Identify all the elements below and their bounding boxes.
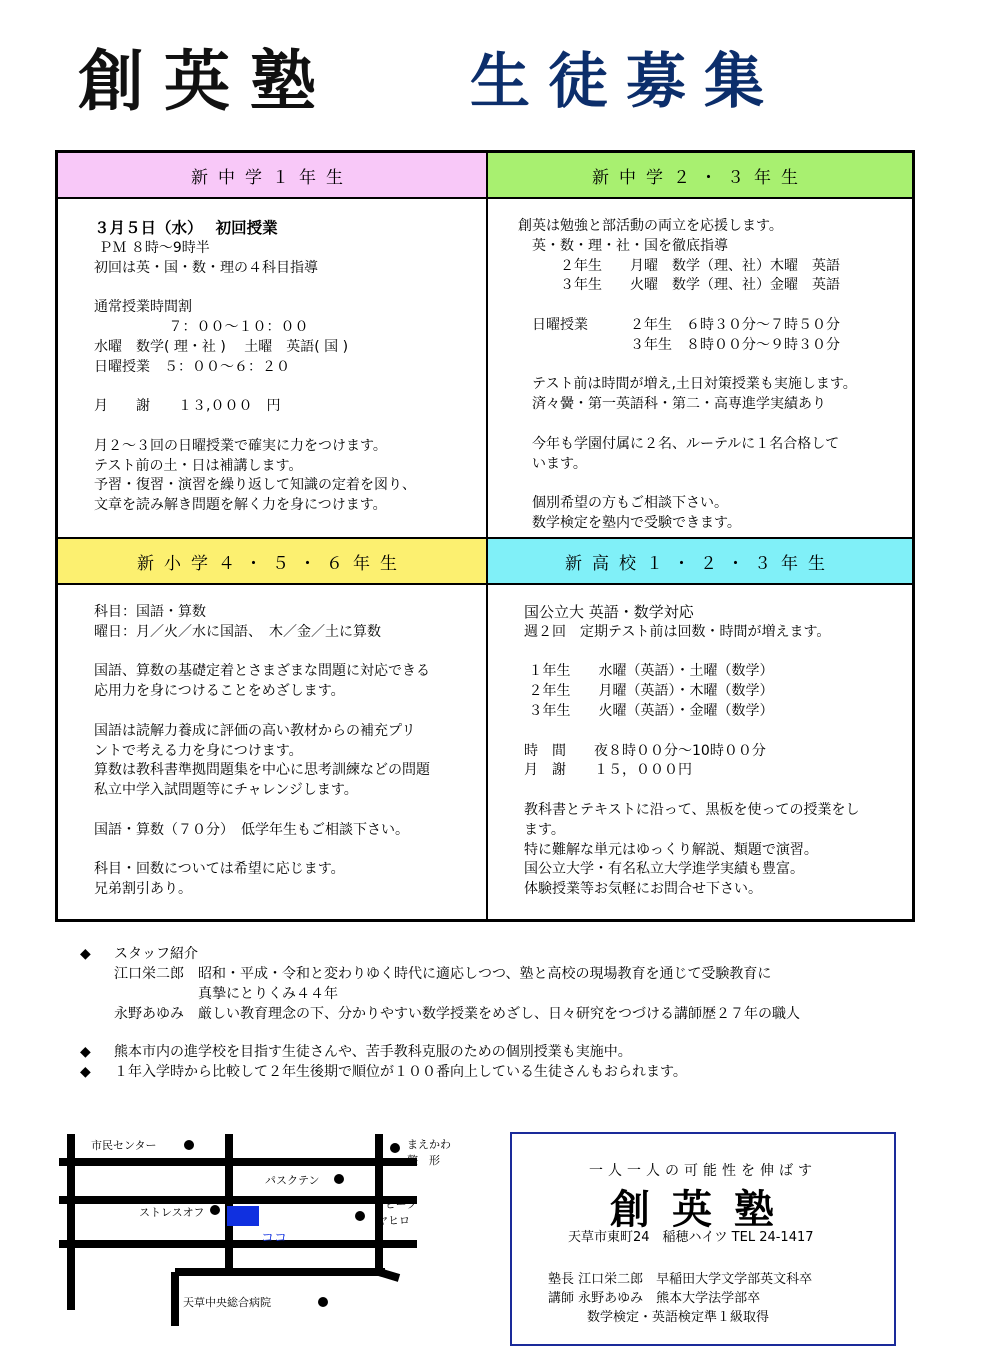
text-line: 済々黌・第一英語科・第二・高専進学実績あり <box>518 396 826 413</box>
access-map <box>55 1130 475 1340</box>
staff-heading: スタッフ紹介 <box>114 946 198 962</box>
jh23-heading: 新中学２・３年生 <box>487 152 913 198</box>
landmark-dot <box>318 1297 328 1307</box>
page-title <box>0 28 1000 120</box>
text-line: 科目：国語・算数 <box>94 604 206 620</box>
slogan: 一人一人の可能性を伸ばす <box>589 1163 817 1179</box>
school-name-title: 創英塾 <box>78 42 336 120</box>
map-label-koko: ココ <box>261 1231 288 1246</box>
text-line: ３年生 火曜 数学（理、社）金曜 英語 <box>518 277 840 294</box>
staff-heading-line <box>80 944 800 964</box>
text-line <box>94 643 430 663</box>
landmark-dot <box>334 1174 344 1184</box>
text-line: ＰＭ ８時〜9時半 <box>94 239 210 256</box>
school-address: 天草市東町24 稲穂ハイツ TEL 24-1417 <box>568 1230 814 1245</box>
text-line: テスト前の土・日は補講します。 <box>94 457 303 474</box>
text-line: 応用力を身につけることをめざします。 <box>94 683 345 700</box>
note-text: １年入学時から比較して２年生後期で順位が１００番向上している生徒さんもおられます。 <box>114 1064 687 1080</box>
landmark-dot <box>355 1211 365 1221</box>
diamond-bullet-icon: ◆ <box>80 1044 91 1060</box>
map-label-pasukuten: パスクテン <box>265 1174 320 1187</box>
text-line: 教科書とテキストに沿って、黒板を使っての授業をし <box>524 801 860 818</box>
text-line: 初回は英・国・数・理の４科目指導 <box>94 259 318 276</box>
jh23-text <box>518 217 857 534</box>
jh1-heading: 新中学１年生 <box>57 152 487 198</box>
text-line <box>94 841 430 861</box>
text-line: ３年生 ８時００分〜９時３０分 <box>518 336 840 353</box>
note-text: 熊本市内の進学校を目指す生徒さんや、苦手教科克服のための個別授業も実施中。 <box>114 1044 632 1060</box>
jh1-body <box>57 198 487 538</box>
text-line: います。 <box>518 455 587 472</box>
text-line: 科目・回数については希望に応じます。 <box>94 861 345 878</box>
diamond-bullet-icon: ◆ <box>80 946 91 962</box>
text-line <box>518 356 857 376</box>
text-line: 数学検定・英語検定準１級取得 <box>548 1310 770 1325</box>
text-line: ７：００〜１０：００ <box>94 318 309 335</box>
text-line: 通常授業時間割 <box>94 299 192 316</box>
text-line: 特に難解な単元はゆっくり解説、類題で演習。 <box>524 841 818 858</box>
text-line: 週２回 定期テスト前は回数・時間が増えます。 <box>524 623 831 640</box>
text-line: 日曜授業 ２年生 ６時３０分〜７時５０分 <box>518 316 840 333</box>
diamond-bullet-icon: ◆ <box>80 1064 91 1080</box>
landmark-dot <box>210 1205 220 1215</box>
text-line: １年生 水曜（英語）・土曜（数学） <box>524 663 774 680</box>
school-name: 創英塾 <box>610 1186 796 1233</box>
text-line: 個別希望の方もご相談下さい。 <box>518 495 728 512</box>
text-line: 講師 永野あゆみ 熊本大学法学部卒 <box>548 1291 761 1306</box>
hs123-text <box>524 603 859 900</box>
text-line: 国語、算数の基礎定着とさまざまな問題に対応できる <box>94 663 430 680</box>
note-line <box>80 1042 800 1062</box>
text-line: 永野あゆみ 厳しい教育理念の下、分かりやすい数学授業をめざし、日々研究をつづける講師歴２７年の職人 <box>114 1006 800 1022</box>
text-line: 予習・復習・演習を繰り返して知識の定着を図り、 <box>94 477 416 494</box>
text-line: ます。 <box>524 821 565 838</box>
text-line: 月 謝 １５，０００円 <box>524 762 692 779</box>
text-line: テスト前は時間が増え,土日対策授業も実施します。 <box>518 376 857 393</box>
course-table <box>55 150 915 922</box>
text-line <box>518 415 857 435</box>
text-line: 数学検定を塾内で受験できます。 <box>518 514 741 531</box>
text-line: 文章を読み解き問題を解く力を身につけます。 <box>94 497 387 514</box>
text-line: 国公立大 英語・数学対応 <box>524 603 694 621</box>
staff-credentials <box>548 1270 812 1327</box>
map-road <box>379 1272 399 1278</box>
text-line <box>94 377 416 397</box>
el456-heading: 新小学４・５・６年生 <box>57 538 487 584</box>
text-line: 日曜授業 ５：００〜６：２０ <box>94 358 290 375</box>
map-label-civic-center: 市民センター <box>91 1139 157 1152</box>
text-line: ２年生 月曜（英語）・木曜（数学） <box>524 683 774 700</box>
map-label-yahiro: ヤヒロ <box>377 1214 410 1227</box>
text-line: 私立中学入試問題等にチャレンジします。 <box>94 782 358 799</box>
text-line: ３年生 火曜（英語）・金曜（数学） <box>524 702 774 719</box>
text-line: 水曜 数学( 理・社 ) 土曜 英語( 国 ) <box>94 338 349 355</box>
map-label-hospital: 天草中央総合病院 <box>183 1296 271 1309</box>
text-line: 創英は勉強と部活動の両立を応援します。 <box>518 218 783 234</box>
text-line: 今年も学園付属に２名、ルーテルに１名合格して <box>518 435 840 452</box>
school-location-marker <box>227 1206 259 1226</box>
text-line: 塾長 江口栄二郎 早稲田大学文学部英文科卒 <box>548 1272 813 1287</box>
map-label-maekawa: まえかわ <box>407 1138 451 1151</box>
landmark-dot <box>390 1143 400 1153</box>
text-line <box>518 296 857 316</box>
map-label-beef: ビーフ <box>385 1198 418 1211</box>
text-line: 体験授業等お気軽にお問合せ下さい。 <box>524 881 762 898</box>
text-line <box>94 702 430 722</box>
text-line <box>524 722 859 742</box>
map-label-maekawa-seikei: 整 形 <box>407 1154 440 1167</box>
hs123-heading: 新高校１・２・３年生 <box>487 538 913 584</box>
recruit-title: 生徒募集 <box>470 47 782 117</box>
el456-body <box>57 584 487 920</box>
el456-text <box>94 603 430 900</box>
jh1-text <box>94 219 416 516</box>
text-line: 月２〜３回の日曜授業で確実に力をつけます。 <box>94 437 387 454</box>
map-label-stress-off: ストレスオフ <box>139 1206 205 1219</box>
text-line: 兄弟割引あり。 <box>94 881 192 898</box>
note-line <box>80 1062 800 1082</box>
text-line: 時 間 夜８時００分〜10時００分 <box>524 742 766 759</box>
text-line: ３月５日（水） 初回授業 <box>94 219 278 237</box>
text-line <box>94 801 430 821</box>
staff-section <box>80 944 800 1082</box>
text-line: 真摯にとりくみ４４年 <box>114 986 338 1002</box>
landmark-dot <box>184 1140 194 1150</box>
text-line: 国語・算数（７０分） 低学年生もご相談下さい。 <box>94 821 409 838</box>
text-line <box>524 643 859 663</box>
text-line <box>94 417 416 437</box>
staff-lines <box>80 964 800 1024</box>
text-line: ２年生 月曜 数学（理、社）木曜 英語 <box>518 257 840 274</box>
text-line: 月 謝 １３,０００ 円 <box>94 398 281 415</box>
text-line: 英・数・理・社・国を徹底指導 <box>518 237 728 254</box>
hs123-body <box>487 584 913 920</box>
text-line: 曜日：月／火／水に国語、 木／金／土に算数 <box>94 623 381 640</box>
text-line <box>94 278 416 298</box>
text-line: 国語は読解力養成に評価の高い教材からの補充プリ <box>94 722 416 739</box>
text-line <box>518 474 857 494</box>
school-info-box <box>510 1132 896 1346</box>
text-line: ントで考える力を身につけます。 <box>94 742 303 759</box>
text-line: 江口栄二郎 昭和・平成・令和と変わりゆく時代に適応しつつ、塾と高校の現場教育を通じて受験教育に <box>114 966 772 982</box>
jh23-body <box>487 198 913 538</box>
text-line: 国公立大学・有名私立大学進学実績も豊富。 <box>524 861 804 878</box>
text-line <box>524 781 859 801</box>
text-line: 算数は教科書準拠問題集を中心に思考訓練などの問題 <box>94 762 430 779</box>
